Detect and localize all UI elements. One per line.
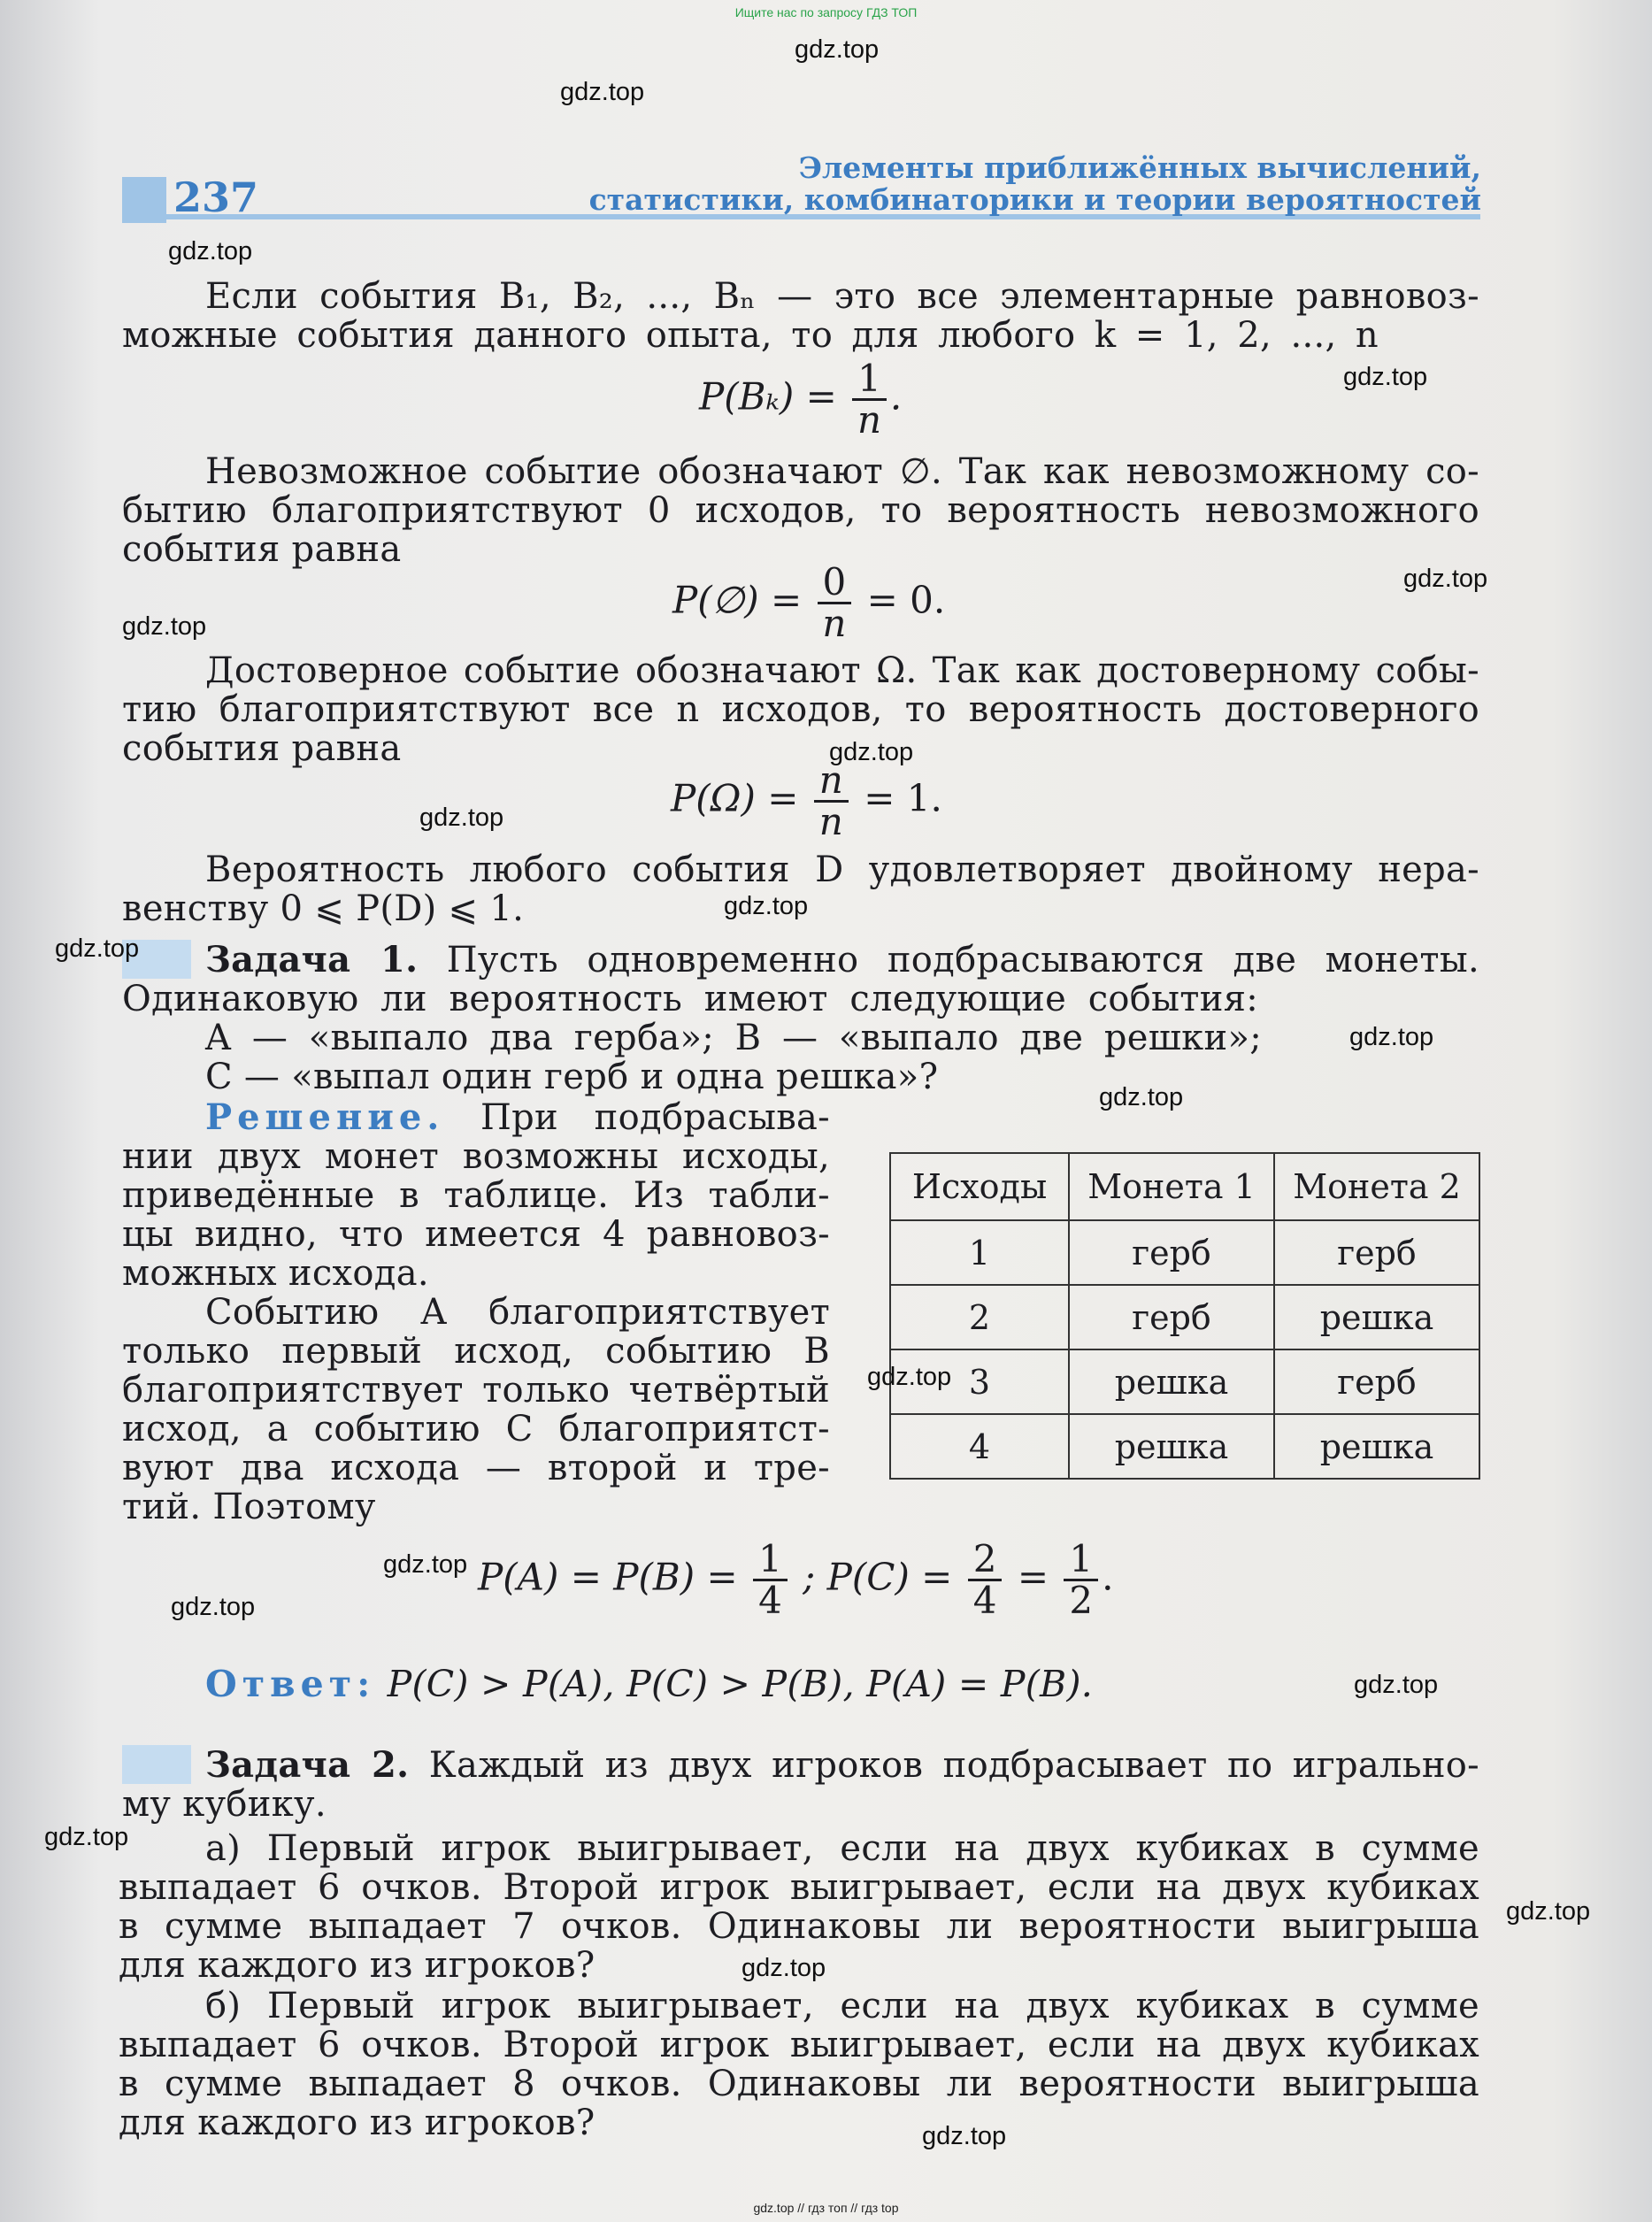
fraction [1064,1537,1098,1622]
formula-certain [671,758,942,843]
task2-line1 [205,1745,1479,1786]
fraction-denominator: 4 [972,1579,997,1622]
formula-equiprobable [699,359,902,440]
table-cell: герб [1274,1349,1479,1414]
table-header-cell: Монета 1 [1069,1153,1274,1220]
task2b-line2: выпадает 6 очков. Второй игрок выигрывает, если на двух кубиках [119,2025,1479,2065]
p3-line2: тию благоприятствуют все n исходов, то вероятность достоверного [122,689,1479,730]
fraction-denominator: 2 [1069,1579,1094,1622]
watermark: gdz.top [724,892,809,920]
fraction-numerator: 2 [968,1540,1003,1581]
fraction [968,1537,1003,1622]
task2b-line4: для каждого из игроков? [119,2103,595,2143]
solution-line11: тий. Поэтому [122,1487,376,1527]
fraction [818,560,852,645]
solution-line4: цы видно, что имеется 4 равновоз- [122,1214,830,1255]
fraction [852,359,887,440]
table-header-cell: Исходы [890,1153,1069,1220]
p3-line1: Достоверное событие обозначают Ω. Так как достоверному собы- [205,650,1479,691]
watermark: gdz.top [171,1593,256,1621]
fraction-denominator: n [857,398,882,442]
task2b-line3: в сумме выпадает 8 очков. Одинаковы ли вероятности выигрыша [119,2064,1479,2104]
p2-line1: Невозможное событие обозначают ∅. Так как невозможному со- [205,451,1479,492]
task2b-line1: б) Первый игрок выигрывает, если на двух кубиках в сумме [205,1986,1479,2026]
solution-text: При подбрасыва- [444,1097,830,1138]
p2-line3: события равна [122,529,402,570]
table-cell: решка [1069,1414,1274,1479]
bottom-watermark: gdz.top // гдз топ // гдз top [753,2201,899,2215]
table-cell: 3 [890,1349,1069,1414]
fraction-numerator: n [814,761,849,803]
task1-line3: A — «выпало два герба»; B — «выпало две решки»; [205,1018,1262,1058]
formula-task1 [478,1537,1114,1622]
formula-impossible [672,560,946,645]
watermark: gdz.top [44,1823,129,1851]
formula-lhs: P(Ω) = [671,776,799,820]
watermark: gdz.top [168,237,253,265]
fraction [814,758,849,843]
table-row [890,1349,1479,1414]
solution-line8: благоприятствует только четвёртый [122,1370,830,1411]
table-row [890,1220,1479,1285]
solution-line10: вуют два исхода — второй и тре- [122,1448,830,1488]
watermark: gdz.top [741,1954,826,1982]
table-cell: 4 [890,1414,1069,1479]
p1-line2: можные события данного опыта, то для любого k = 1, 2, ..., n [122,315,1379,356]
solution-line3: приведённые в таблице. Из табли- [122,1175,830,1216]
table-cell: решка [1274,1414,1479,1479]
task1-line4: C — «выпал один герб и одна решка»? [205,1057,939,1097]
formula-end: = 1. [864,776,942,820]
table-cell: решка [1274,1285,1479,1349]
table-row [890,1414,1479,1479]
solution-line9: исход, а событию C благоприятст- [122,1409,830,1449]
p3-line3: события равна [122,728,402,769]
fraction-numerator: 1 [1064,1540,1098,1581]
page-number: 237 [173,173,259,221]
answer-label: Ответ: [205,1663,376,1705]
solution-line7: только первый исход, событию B [122,1331,830,1372]
watermark: gdz.top [829,738,914,766]
task1-text: Пусть одновременно подбрасываются две монеты. [418,940,1479,980]
formula-end: . [889,374,903,419]
watermark: gdz.top [1506,1897,1591,1926]
watermark: gdz.top [383,1550,468,1579]
fraction-numerator: 1 [852,359,887,401]
task2a-line3: в сумме выпадает 7 очков. Одинаковы ли вероятности выигрыша [119,1906,1479,1947]
task2a-line2: выпадает 6 очков. Второй игрок выигрывает, если на двух кубиках [119,1867,1479,1908]
p4-line2: венству 0 ⩽ P(D) ⩽ 1. [122,888,525,929]
table-cell: 1 [890,1220,1069,1285]
top-banner: Ищите нас по запросу ГДЗ ТОП [734,5,918,19]
formula-end: . [1102,1555,1114,1599]
watermark: gdz.top [55,934,140,963]
formula-lhs: P(A) = P(B) = [478,1555,738,1599]
p2-line2: бытию благоприятствуют 0 исходов, то вероятность невозможного [122,490,1479,531]
fraction-numerator: 0 [818,563,852,604]
task2-text: Каждый из двух игроков подбрасывает по игрально- [409,1745,1479,1786]
header-title-line2: статистики, комбинаторики и теории вероятностей [588,182,1481,217]
watermark: gdz.top [1403,565,1488,593]
table-row [890,1285,1479,1349]
formula-equals: = [1017,1555,1049,1599]
outcomes-table [889,1152,1480,1480]
fraction-denominator: 4 [758,1579,782,1622]
fraction [753,1537,788,1622]
table-cell: герб [1274,1220,1479,1285]
answer-text: P(C) > P(A), P(C) > P(B), P(A) = P(B). [375,1663,1094,1705]
formula-lhs: P(Bₖ) = [699,374,837,419]
p4-line1: Вероятность любого события D удовлетворяет двойному нера- [205,850,1479,890]
watermark: gdz.top [560,78,645,106]
table-cell: герб [1069,1285,1274,1349]
table-cell: решка [1069,1349,1274,1414]
task2a-line4: для каждого из игроков? [119,1945,595,1986]
fraction-numerator: 1 [753,1540,788,1581]
task2-line2: му кубику. [122,1784,327,1825]
fraction-denominator: n [818,800,843,843]
table-header-row [890,1153,1479,1220]
table-cell: герб [1069,1220,1274,1285]
solution-label: Решение. [205,1096,445,1138]
watermark: gdz.top [1099,1083,1184,1111]
watermark: gdz.top [922,2122,1007,2150]
task2-label: Задача 2. [205,1744,410,1786]
task1-line1 [205,940,1479,980]
task1-line2: Одинаковую ли вероятность имеют следующие события: [122,979,1258,1019]
watermark: gdz.top [1343,363,1428,391]
watermark: gdz.top [867,1363,952,1391]
task2-marker [122,1745,191,1784]
solution-line6: Событию A благоприятствует [205,1292,830,1333]
watermark: gdz.top [1354,1671,1439,1699]
task1-label: Задача 1. [205,939,419,980]
formula-lhs: P(∅) = [672,578,803,622]
formula-mid: ; P(C) = [803,1555,953,1599]
answer-line [205,1664,1093,1704]
formula-end: = 0. [866,578,946,622]
header-title-line1: Элементы приближённых вычислений, [798,150,1481,185]
table-header-cell: Монета 2 [1274,1153,1479,1220]
solution-line1 [205,1097,830,1138]
solution-line2: нии двух монет возможны исходы, [122,1136,830,1177]
watermark: gdz.top [795,35,880,64]
watermark: gdz.top [419,803,504,832]
solution-line5: можных исхода. [122,1253,429,1294]
p1-line1: Если события B₁, B₂, ..., Bₙ — это все элементарные равновоз- [205,276,1479,317]
table-cell: 2 [890,1285,1069,1349]
fraction-denominator: n [822,602,847,645]
watermark: gdz.top [1349,1023,1434,1051]
watermark: gdz.top [122,612,207,641]
task2a-line1: а) Первый игрок выигрывает, если на двух кубиках в сумме [205,1828,1479,1869]
